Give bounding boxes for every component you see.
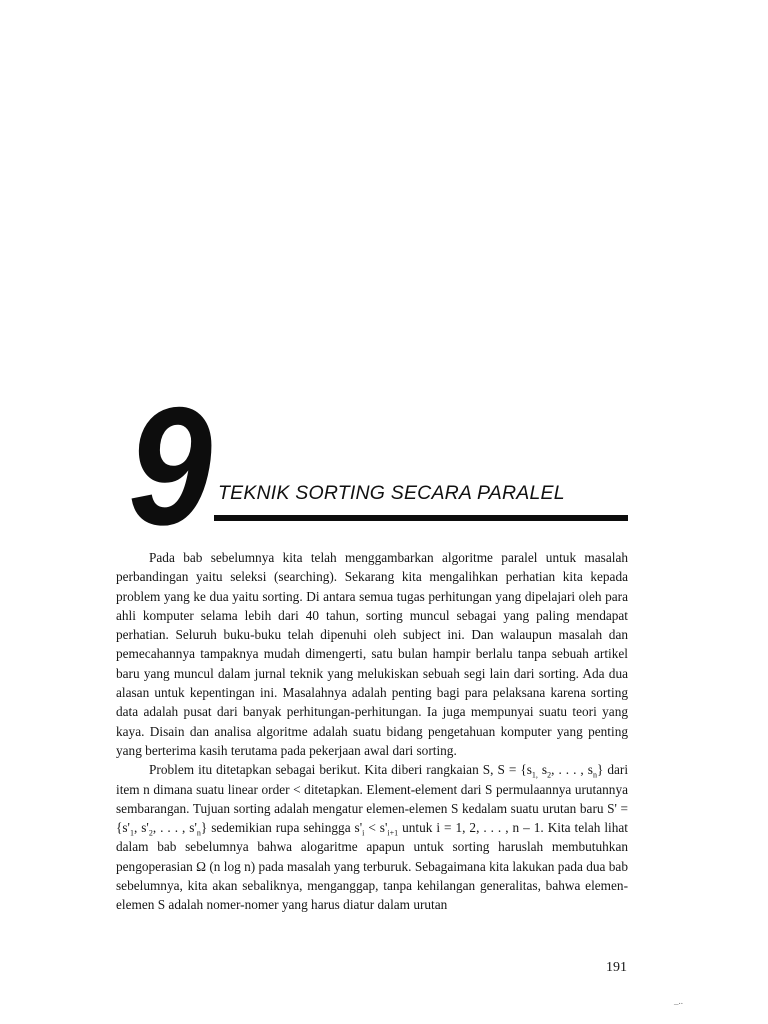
page-number: 191 [606, 960, 627, 975]
chapter-number: 9 [128, 372, 209, 560]
chapter-title: TEKNIK SORTING SECARA PARALEL [218, 482, 565, 504]
subscript: 1 [129, 828, 134, 838]
title-underline-rule [214, 515, 628, 521]
subscript: n [592, 770, 597, 780]
scan-corner-mark: _.. [674, 996, 683, 1006]
text-run: s [537, 762, 548, 778]
subscript: 2 [148, 828, 153, 838]
text-run: untuk i = 1, 2, . . . , n – 1. Kita telah lihat dalam bab sebelumnya bahwa alogaritme apapun untuk sorting haruslah membutuhkan pengoperasian Ω (n log n) pada masalah yang terburuk. Sebagaimana kita lakukan pada dua bab sebelumnya, kita akan sebaliknya, menganggap, tanpa kehilangan generalitas, bahwa elemen-elemen S adalah nomer-nomer yang harus diatur dalam urutan [116, 820, 628, 913]
text-run: , s' [133, 820, 149, 836]
text-run: } dari item n dimana suatu linear order < ditetapkan. Element-element dari S permulaannya urutannya sembarangan. Tujuan sorting adalah mengatur elemen-elemen S kedalam suatu urutan baru S' = {s' [116, 762, 629, 836]
text-run: Problem itu ditetapkan sebagai berikut. Kita diberi rangkaian S, S = {s [149, 762, 532, 778]
subscript: i [362, 828, 365, 838]
subscript: i+1 [387, 828, 399, 838]
subscript: 1, [531, 770, 538, 780]
text-run: } sedemikian rupa sehingga s' [200, 820, 363, 836]
text-run: , . . . , s [551, 762, 593, 778]
text-run: < s' [364, 820, 388, 836]
subscript: 2 [547, 770, 552, 780]
paragraph-problem-definition [116, 760, 628, 914]
paragraph-intro: Pada bab sebelumnya kita telah menggambarkan algoritme paralel untuk masalah perbandingan yaitu seleksi (searching). Sekarang kita mengalihkan perhatian kita kepada problem yang ke dua yaitu sorting. Di antara semua tugas perhitungan yang dipelajari oleh para ahli komputer selama lebih dari 40 tahun, sorting muncul sebagai yang paling mendapat perhatian. Seluruh buku-buku telah dipenuhi oleh subject ini. Dan walaupun masalah dan pemecahannya tampaknya mudah dimengerti, satu bulan hampir berlalu tanpa sebuah artikel baru yang muncul dalam jurnal teknik yang melukiskan sebuah segi lain dari sorting. Ada dua alasan untuk kepentingan ini. Masalahnya adalah penting bagi para pelaksana karena sorting data adalah pusat dari banyak perhitungan-perhitungan. Ia juga mempunyai suatu teori yang kaya. Disain dan analisa algoritme adalah suatu bidang pengetahuan komputer yang penting yang berterima kasih terutama pada pekerjaan awal dari sorting. [116, 550, 628, 758]
text-run: , . . . , s' [152, 820, 197, 836]
chapter-body [116, 548, 628, 915]
subscript: n [196, 828, 201, 838]
